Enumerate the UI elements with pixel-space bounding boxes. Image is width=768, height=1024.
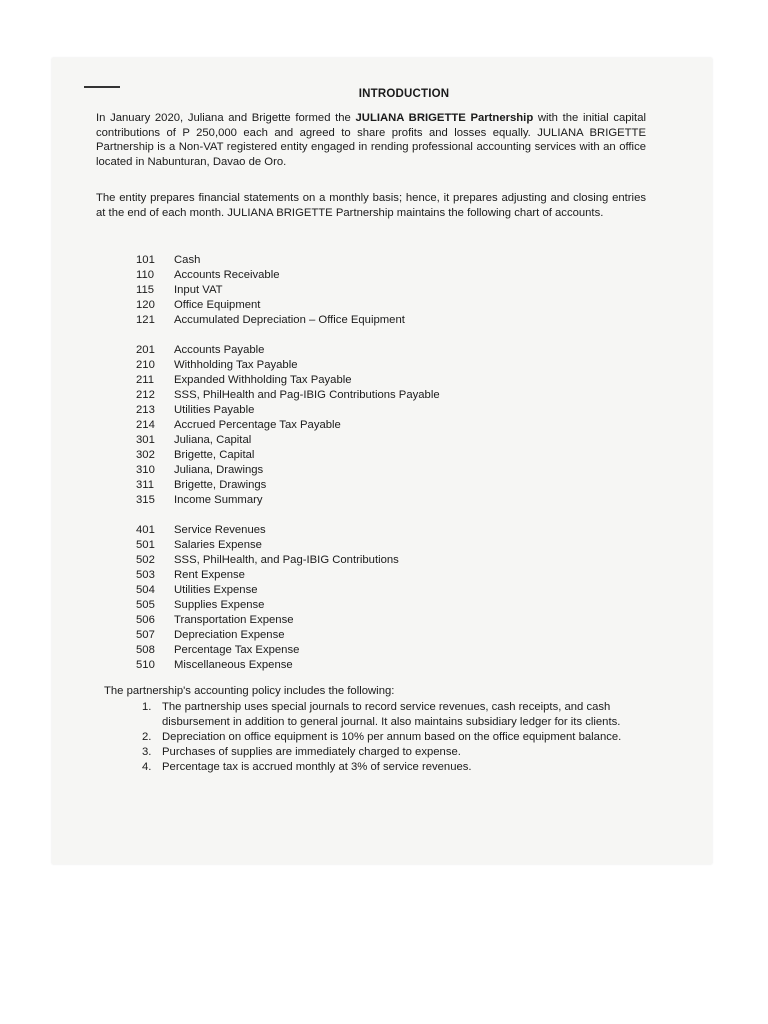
account-row [136, 298, 440, 313]
policy-text: Purchases of supplies are immediately charged to expense. [162, 746, 461, 758]
policy-number: 3. [142, 746, 152, 758]
account-number: 503 [136, 569, 155, 581]
policy-item [142, 700, 662, 730]
account-name: Cash [174, 254, 201, 266]
partnership-name: JULIANA BRIGETTE Partnership [355, 112, 534, 124]
account-name: Income Summary [174, 494, 263, 506]
account-name: Juliana, Capital [174, 434, 252, 446]
account-row [136, 358, 440, 373]
account-name: Accounts Payable [174, 344, 265, 356]
account-row [136, 253, 440, 268]
account-number: 121 [136, 314, 155, 326]
account-number: 501 [136, 539, 155, 551]
group-spacer [136, 328, 440, 343]
account-row [136, 523, 440, 538]
account-name: Utilities Expense [174, 584, 258, 596]
account-row [136, 613, 440, 628]
account-number: 508 [136, 644, 155, 656]
account-number: 504 [136, 584, 155, 596]
account-name: SSS, PhilHealth, and Pag-IBIG Contributions [174, 554, 399, 566]
intro-text-before: In January 2020, Juliana and Brigette formed the [96, 112, 356, 124]
policy-number: 2. [142, 731, 152, 743]
account-name: Utilities Payable [174, 404, 255, 416]
account-row [136, 448, 440, 463]
account-row [136, 388, 440, 403]
account-number: 212 [136, 389, 155, 401]
account-number: 502 [136, 554, 155, 566]
account-name: Supplies Expense [174, 599, 265, 611]
page-title: INTRODUCTION [358, 88, 450, 100]
account-name: Expanded Withholding Tax Payable [174, 374, 352, 386]
account-number: 115 [136, 284, 155, 296]
account-row [136, 463, 440, 478]
account-name: Accumulated Depreciation – Office Equipment [174, 314, 405, 326]
account-number: 101 [136, 254, 155, 266]
account-row [136, 268, 440, 283]
account-row [136, 403, 440, 418]
account-number: 210 [136, 359, 155, 371]
account-row [136, 493, 440, 508]
account-row [136, 553, 440, 568]
account-name: Input VAT [174, 284, 223, 296]
account-number: 120 [136, 299, 155, 311]
policy-number: 4. [142, 761, 152, 773]
account-number: 201 [136, 344, 155, 356]
account-row [136, 343, 440, 358]
account-name: Juliana, Drawings [174, 464, 264, 476]
intro-paragraph [96, 111, 646, 169]
account-name: Transportation Expense [174, 614, 294, 626]
policy-item [142, 745, 662, 760]
account-number: 505 [136, 599, 155, 611]
policy-list [142, 700, 662, 775]
account-name: Miscellaneous Expense [174, 659, 293, 671]
account-row [136, 538, 440, 553]
account-number: 213 [136, 404, 155, 416]
policy-item [142, 730, 662, 745]
account-number: 214 [136, 419, 155, 431]
account-number: 302 [136, 449, 155, 461]
account-number: 401 [136, 524, 155, 536]
account-number: 211 [136, 374, 155, 386]
policy-heading: The partnership's accounting policy includes the following: [104, 685, 395, 697]
account-number: 311 [136, 479, 155, 491]
account-row [136, 658, 440, 673]
account-name: SSS, PhilHealth and Pag-IBIG Contributions Payable [174, 389, 440, 401]
account-number: 310 [136, 464, 155, 476]
account-row [136, 373, 440, 388]
chart-of-accounts [136, 253, 440, 673]
account-row [136, 283, 440, 298]
policy-number: 1. [142, 701, 152, 713]
account-row [136, 583, 440, 598]
account-name: Accrued Percentage Tax Payable [174, 419, 341, 431]
account-number: 315 [136, 494, 155, 506]
account-name: Brigette, Drawings [174, 479, 267, 491]
policy-text: The partnership uses special journals to record service revenues, cash receipts, and cash disbursement in addition to general journal. It also maintains subsidiary ledger for its clients. [162, 701, 621, 728]
account-number: 510 [136, 659, 155, 671]
account-name: Rent Expense [174, 569, 245, 581]
policy-text: Percentage tax is accrued monthly at 3% of service revenues. [162, 761, 472, 773]
account-number: 507 [136, 629, 155, 641]
account-name: Percentage Tax Expense [174, 644, 300, 656]
account-name: Service Revenues [174, 524, 266, 536]
account-row [136, 313, 440, 328]
account-name: Office Equipment [174, 299, 261, 311]
account-name: Accounts Receivable [174, 269, 280, 281]
chart-of-accounts-intro: The entity prepares financial statements on a monthly basis; hence, it prepares adjusting and closing entries at the end of each month. JULIANA BRIGETTE Partnership maintains the following chart of accounts. [96, 192, 646, 219]
account-name: Salaries Expense [174, 539, 262, 551]
account-name: Withholding Tax Payable [174, 359, 298, 371]
account-number: 506 [136, 614, 155, 626]
account-name: Brigette, Capital [174, 449, 255, 461]
account-number: 110 [136, 269, 155, 281]
account-name: Depreciation Expense [174, 629, 285, 641]
account-row [136, 418, 440, 433]
policy-item [142, 760, 662, 775]
account-row [136, 598, 440, 613]
account-row [136, 643, 440, 658]
group-spacer [136, 508, 440, 523]
policy-text: Depreciation on office equipment is 10% per annum based on the office equipment balance. [162, 731, 622, 743]
account-row [136, 628, 440, 643]
account-number: 301 [136, 434, 155, 446]
account-row [136, 478, 440, 493]
intro-text-after: with the initial capital contributions of P 250,000 each and agreed to share profits and losses equally. JULIANA BRIGETTE Partnership is a Non-VAT registered entity engaged in rending professional accounting services with an office located in Nabunturan, Davao de Oro. [96, 112, 646, 168]
account-row [136, 433, 440, 448]
account-row [136, 568, 440, 583]
